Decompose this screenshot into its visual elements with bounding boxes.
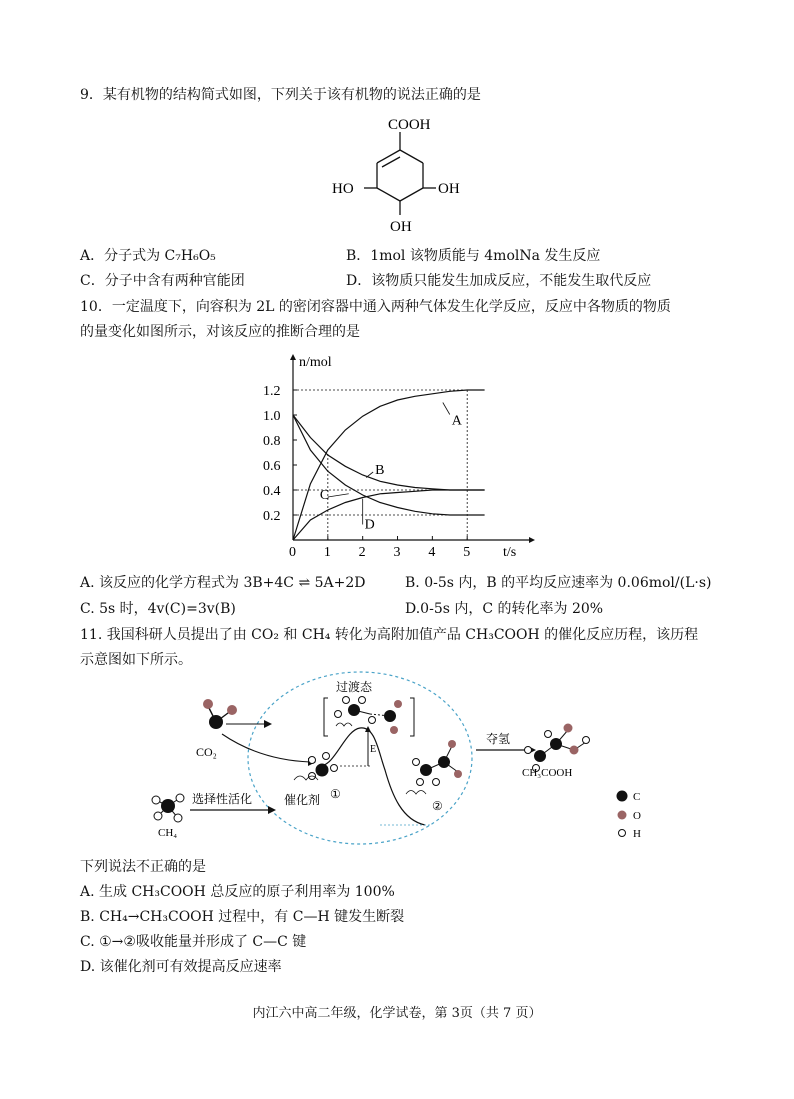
catalyst-label: 催化剂 (284, 793, 321, 807)
x-axis-label: t/s (503, 545, 517, 560)
page-footer: 内江六中高二年级，化学试卷，第 3页（共 7 页） (252, 1006, 542, 1021)
state2-molecule (406, 740, 462, 794)
energy-label: E (370, 744, 377, 755)
q11-option-b: B. CH₄→CH₃COOH 过程中，有 C—H 键发生断裂 (80, 909, 405, 925)
q11-stem-line2: 示意图如下所示。 (80, 652, 192, 668)
q9-stem: 9．某有机物的结构简式如图，下列关于该有机物的说法正确的是 (80, 87, 481, 103)
q9-structure-diagram (320, 110, 480, 240)
y-tick-label: 0.6 (263, 459, 281, 474)
q9-option-c: C．分子中含有两种官能团 (80, 273, 245, 289)
ch4-molecule (152, 794, 184, 822)
x-tick-label: 5 (463, 545, 471, 560)
q10-chart (255, 350, 545, 565)
y-tick-label: 1.2 (263, 384, 281, 399)
activation-label: 选择性活化 (192, 792, 253, 806)
ch4-label: CH₄ (158, 827, 178, 839)
series-label-b: B (375, 463, 385, 478)
transition-label: 过渡态 (336, 680, 373, 694)
q10-stem-line1: 10．一定温度下，向容积为 2L 的密闭容器中通入两种气体发生化学反应，反应中各物质的物质 (80, 299, 671, 315)
state1-molecule (294, 753, 338, 781)
step2-label: ② (432, 799, 443, 813)
q9-option-b: B．1mol 该物质能与 4molNa 发生反应 (346, 248, 601, 264)
legend-o-marker (618, 811, 627, 820)
oh-bottom-label: OH (390, 219, 412, 235)
series-leader-b (366, 472, 373, 478)
step1-label: ① (330, 787, 341, 801)
x-tick-label: 0 (289, 545, 296, 560)
y-tick-label: 0.2 (263, 509, 281, 524)
series-line-a (293, 390, 485, 540)
q9-option-a: A．分子式为 C₇H₆O₅ (80, 248, 216, 264)
q11-option-d: D. 该催化剂可有效提高反应速率 (80, 959, 282, 975)
legend-c: C (633, 791, 641, 803)
series-label-c: C (319, 488, 330, 503)
legend-c-marker (617, 791, 628, 802)
co2-label: CO₂ (196, 745, 217, 759)
product-molecule (525, 724, 590, 772)
y-tick-label: 0.4 (263, 484, 281, 499)
x-tick-label: 1 (323, 545, 331, 560)
legend-o: O (633, 810, 641, 822)
q10-option-d: D.0-5s 内，C 的转化率为 20% (405, 601, 604, 617)
q10-stem-line2: 的量变化如图所示，对该反应的推断合理的是 (80, 324, 360, 340)
q11-mechanism-diagram (140, 670, 660, 850)
series-label-a: A (451, 413, 462, 429)
q11-option-a: A. 生成 CH₃COOH 总反应的原子利用率为 100% (80, 884, 395, 900)
y-tick-label: 0.8 (263, 434, 281, 449)
x-tick-label: 3 (393, 545, 401, 560)
y-tick-label: 1.0 (263, 409, 281, 424)
q11-prompt: 下列说法不正确的是 (80, 859, 206, 875)
series-label-d: D (364, 517, 375, 533)
product-label: CH₃COOH (522, 767, 573, 779)
q10-option-a: A. 该反应的化学方程式为 3B+4C ⇌ 5A+2D (80, 575, 366, 591)
q9-option-d: D．该物质只能发生加成反应，不能发生取代反应 (346, 273, 652, 289)
y-axis-arrow (290, 354, 296, 360)
dehydro-label: 夺氢 (486, 732, 511, 746)
legend-h: H (633, 828, 641, 840)
y-axis-label: n/mol (299, 355, 332, 370)
series-leader-a (443, 403, 450, 415)
q10-option-c: C. 5s 时，4v(C)=3v(B) (80, 601, 236, 617)
cooh-label: COOH (388, 117, 431, 133)
x-axis-arrow (529, 537, 535, 543)
q11-option-c: C. ①→②吸收能量并形成了 C—C 键 (80, 934, 307, 950)
x-tick-label: 4 (428, 545, 436, 560)
series-leader-c (328, 494, 349, 497)
q11-stem-line1: 11. 我国科研人员提出了由 CO₂ 和 CH₄ 转化为高附加值产品 CH₃COOH 的催化反应历程，该历程 (80, 627, 699, 643)
x-tick-label: 2 (358, 545, 366, 560)
q10-option-b: B. 0-5s 内，B 的平均反应速率为 0.06mol/(L·s) (405, 575, 712, 591)
energy-curve (320, 728, 425, 825)
oh-right-label: OH (438, 181, 460, 197)
legend-h-marker (619, 830, 626, 837)
ho-left-label: HO (332, 181, 354, 197)
